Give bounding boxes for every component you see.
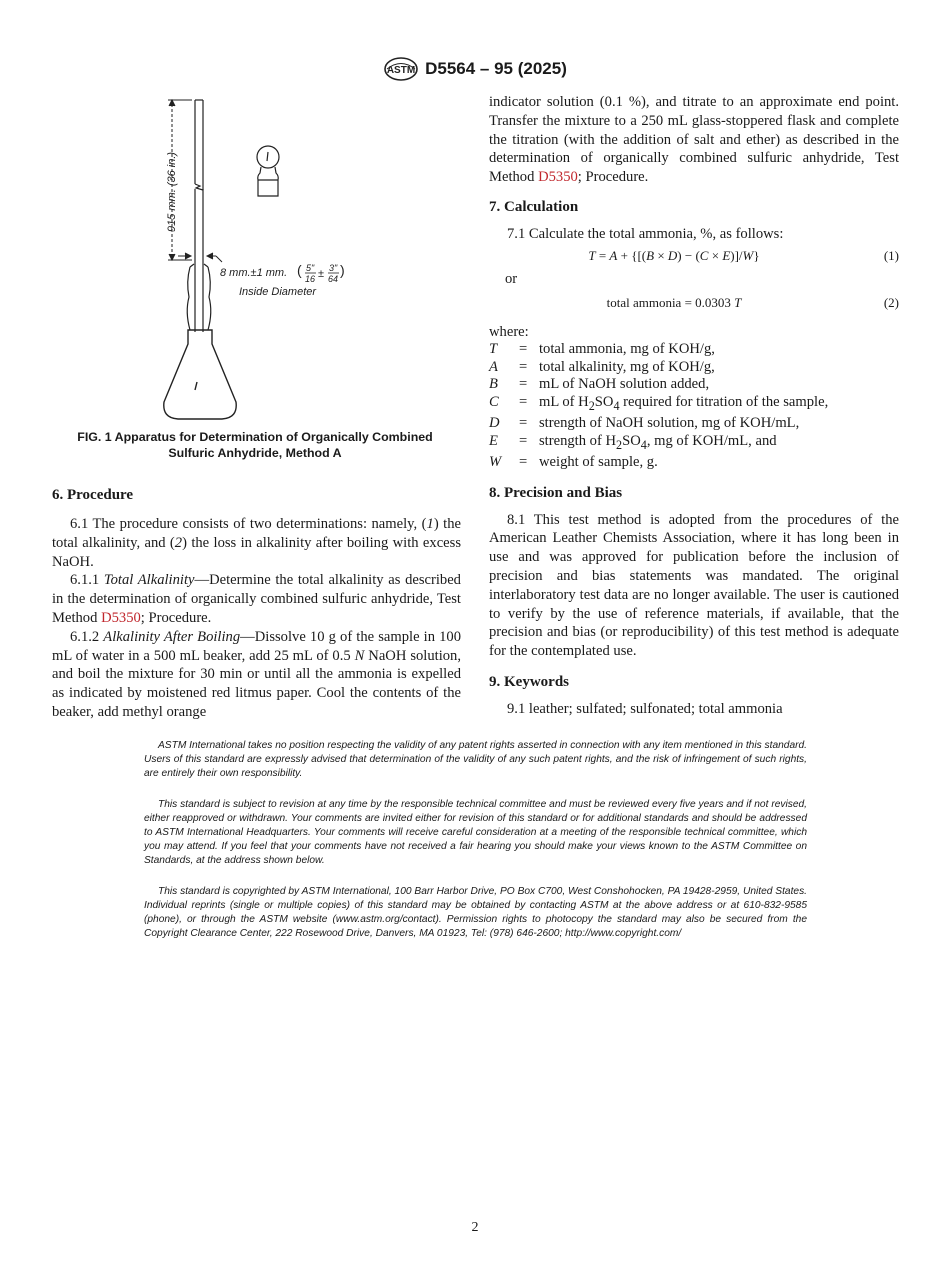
paragraph-7-1: 7.1 Calculate the total ammonia, %, as follows: xyxy=(507,225,784,242)
tube-icon xyxy=(195,100,203,332)
equation-1-number: (1) xyxy=(883,247,899,263)
section-7-heading: 7. Calculation xyxy=(489,198,579,215)
section-6-heading: 6. Procedure xyxy=(52,487,134,503)
figure-caption xyxy=(50,429,460,461)
diameter-dimension-label: 8 mm.±1 mm. xyxy=(220,267,288,279)
copyright-notice: This standard is copyrighted by ASTM International, 100 Barr Harbor Drive, PO Box C700, West Conshohocken, PA 19428-2959, United States. Individual reprints (single or multiple copies) of this standard may be obtained by contacting ASTM at the above address or at 610-832-9585 (phone), or through the ASTM website (www.astm.org/contact). Permission rights to photocopy the standard may also be secured from the Copyright Clearance Center, 222 Rosewood Drive, Danvers, MA 01923, Tel: (978) 646-2600; http://www.copyright.com/ xyxy=(144,886,807,939)
stopper-icon xyxy=(257,146,279,196)
length-dimension-label: 915 mm. (36 in.) xyxy=(166,151,178,232)
svg-text:(: ( xyxy=(297,262,302,278)
paragraph-6-1-1: 6.1.1 Total Alkalinity—Determine the total alkalinity as described in the determination of organically combined sulfuric anhydride, Test Method D5350; Procedure. xyxy=(52,572,461,626)
page-header xyxy=(0,56,950,82)
equation-2-number: (2) xyxy=(883,294,899,310)
astm-logo-icon xyxy=(383,56,419,82)
fraction-b-denominator: 64 xyxy=(328,274,339,284)
link-d5350-2[interactable]: D5350 xyxy=(538,169,578,186)
left-column xyxy=(52,486,461,722)
right-column xyxy=(489,93,899,719)
revision-notice: This standard is subject to revision at any time by the responsible technical committee and must be reviewed every five years and if not revised, either reapproved or withdrawn. Your comments are invited either for revision of this standard or for additional standards and should be addressed to ASTM International Headquarters. Your comments will receive careful consideration at a meeting of the responsible technical committee, which you may attend. If you feel that your comments have not received a fair hearing you should make your views known to the ASTM Committee on Standards, at the address shown below. xyxy=(144,799,807,866)
patent-notice: ASTM International takes no position respecting the validity of any patent rights asserted in connection with any item mentioned in this standard. Users of this standard are expressly advised that determination of the validity of any such patent rights, and the risk of infringement of such rights, are entirely their own responsibility. xyxy=(144,740,807,779)
variable-row: C = mL of $H_2SO_4$ required for titration of the sample, xyxy=(489,393,829,413)
variable-row: B = mL of NaOH solution added, xyxy=(489,376,710,393)
where-label: where: xyxy=(489,323,529,340)
variable-definitions xyxy=(489,341,828,471)
legal-notices xyxy=(144,739,807,941)
section-9-heading: 9. Keywords xyxy=(489,674,569,691)
svg-text:): ) xyxy=(340,262,345,278)
section-8-heading: 8. Precision and Bias xyxy=(489,484,623,501)
plus-minus: ± xyxy=(318,268,325,280)
paragraph-6-1-2: 6.1.2 Alkalinity After Boiling—Dissolve 10 g of the sample in 100 mL of water in a 500 mL beaker, add 25 mL of 0.5 N NaOH solution, and boil the mixture for 30 min or until all the ammonia is expelled as indicated by moistened red litmus paper. Cool the contents of the beaker, add methyl orange xyxy=(52,628,462,720)
paragraph-continued: indicator solution (0.1 %), and titrate to an approximate end point. Transfer the mixture to a 250 mL glass-stoppered flask and complete the titration (with the addition of salt and ether) as described in the determination of organically combined sulfuric anhydride, Test Method D5350; Procedure. xyxy=(489,94,899,186)
fraction-a-denominator: 16 xyxy=(305,274,316,284)
paragraph-6-1: 6.1 The procedure consists of two determinations: namely, (1) the total alkalinity, and (2) the loss in alkalinity after boiling with excess NaOH. xyxy=(52,516,462,570)
variable-row: W = weight of sample, g. xyxy=(489,454,658,471)
caption-line-2: Sulfuric Anhydride, Method A xyxy=(168,446,342,460)
flask-icon xyxy=(164,330,236,419)
variable-row: D = strength of NaOH solution, mg of KOH/mL, xyxy=(489,415,800,432)
variable-row: E = strength of $H_2SO_4$, mg of KOH/mL, and xyxy=(489,432,777,452)
paragraph-9-1: 9.1 leather; sulfated; sulfonated; total ammonia xyxy=(507,701,783,718)
variable-row: T = total ammonia, mg of KOH/g, xyxy=(489,341,715,358)
fraction-b-numerator: 3" xyxy=(329,263,338,273)
equation-1: T = A + {[(B × D) − (C × E)]/W} (1) xyxy=(588,247,899,263)
paragraph-8-1: 8.1 This test method is adopted from the procedures of the American Leather Chemists Association, where it has long been in use and was approved for publication before the inclusion of precision and bias statements was mandated. The original interlaboratory test data are no longer available. The user is cautioned to verify by the use of reference materials, if available, that the precision and bias (or reproducibility) of this test method is adequate for the contemplated use. xyxy=(489,511,899,660)
link-d5350[interactable]: D5350 xyxy=(101,609,141,626)
joint-icon xyxy=(187,264,211,330)
apparatus-figure xyxy=(50,92,460,426)
apparatus-drawing xyxy=(50,92,460,426)
fraction-a-numerator: 5" xyxy=(306,263,315,273)
document-designation: D5564 – 95 (2025) xyxy=(425,59,567,78)
page-number: 2 xyxy=(471,1220,479,1235)
variable-row: A = total alkalinity, mg of KOH/g, xyxy=(489,358,715,375)
logo-text: ASTM xyxy=(386,65,416,76)
equation-2: total ammonia = 0.0303 T (2) xyxy=(606,294,899,310)
or-text: or xyxy=(505,270,518,287)
caption-line-1: FIG. 1 Apparatus for Determination of Organically Combined xyxy=(77,430,433,444)
inside-diameter-label: Inside Diameter xyxy=(239,286,317,298)
